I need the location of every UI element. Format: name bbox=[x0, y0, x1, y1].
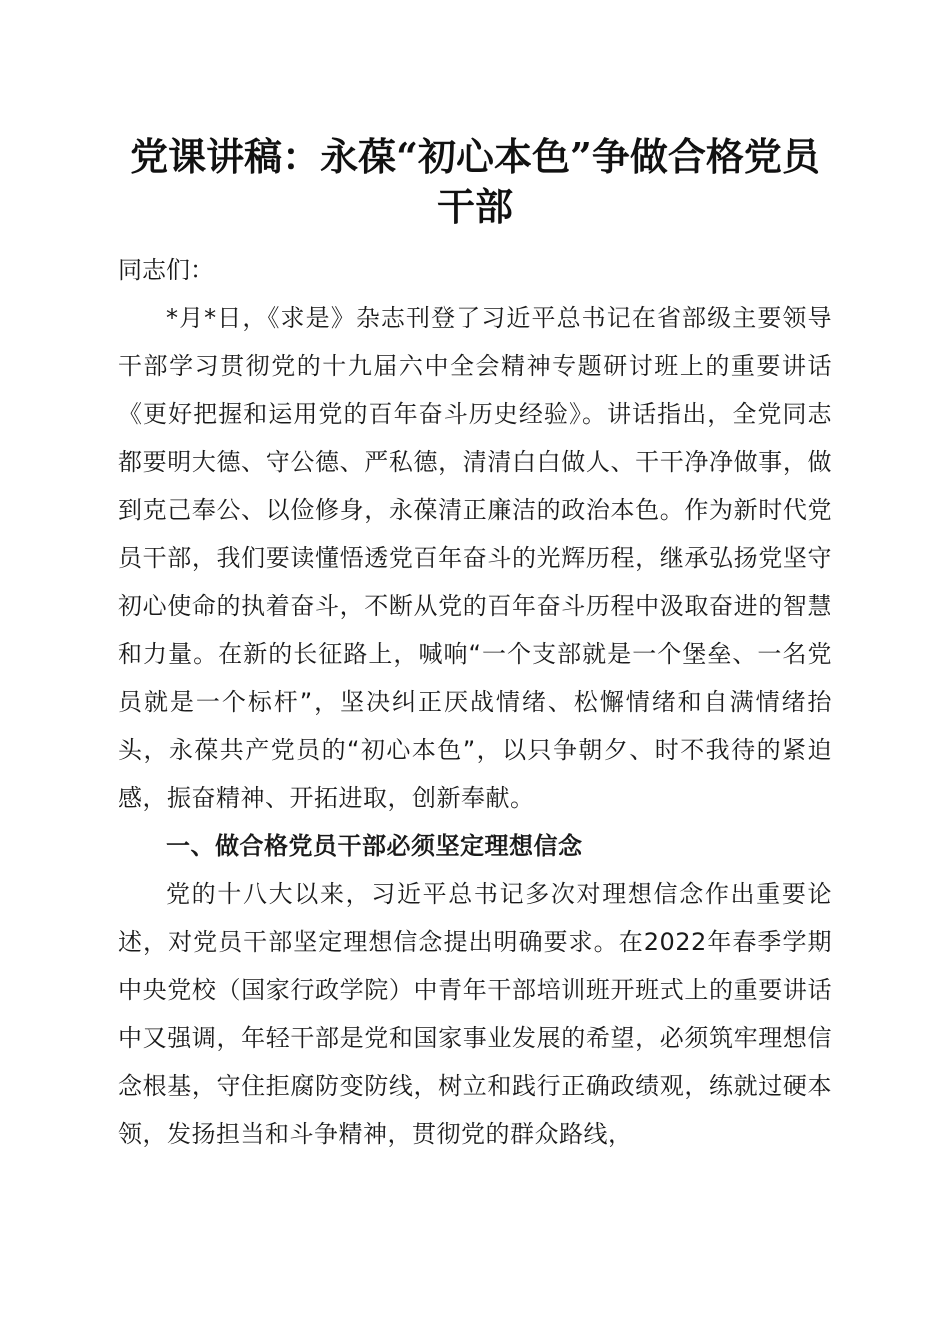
salutation: 同志们： bbox=[118, 256, 214, 284]
document-title: 党课讲稿：永葆“初心本色”争做合格党员干部 bbox=[130, 134, 820, 229]
intro-paragraph: *月*日，《求是》杂志刊登了习近平总书记在省部级主要领导干部学习贯彻党的十九届六中全会精神专题研讨班上的重要讲话《更好把握和运用党的百年奋斗历史经验》。讲话指出，全党同志都要明大德、守公德、严私德，清清白白做人、干干净净做事，做到克己奉公、以俭修身，永葆清正廉洁的政治本色。作为新时代党员干部，我们要读懂悟透党百年奋斗的光辉历程，继承弘扬党坚守初心使命的执着奋斗，不断从党的百年奋斗历程中汲取奋进的智慧和力量。在新的长征路上，喊响“一个支部就是一个堡垒、一名党员就是一个标杆”，坚决纠正厌战情绪、松懈情绪和自满情绪抬头，永葆共产党员的“初心本色”，以只争朝夕、时不我待的紧迫感，振奋精神、开拓进取，创新奉献。 bbox=[118, 304, 832, 812]
section-heading: 一、做合格党员干部必须坚定理想信念 bbox=[166, 832, 583, 860]
document-body bbox=[118, 246, 832, 1158]
section-paragraph: 党的十八大以来，习近平总书记多次对理想信念作出重要论述，对党员干部坚定理想信念提出明确要求。在2022年春季学期中央党校（国家行政学院）中青年干部培训班开班式上的重要讲话中又强调，年轻干部是党和国家事业发展的希望，必须筑牢理想信念根基，守住拒腐防变防线，树立和践行正确政绩观，练就过硬本领，发扬担当和斗争精神，贯彻党的群众路线， bbox=[118, 880, 832, 1148]
